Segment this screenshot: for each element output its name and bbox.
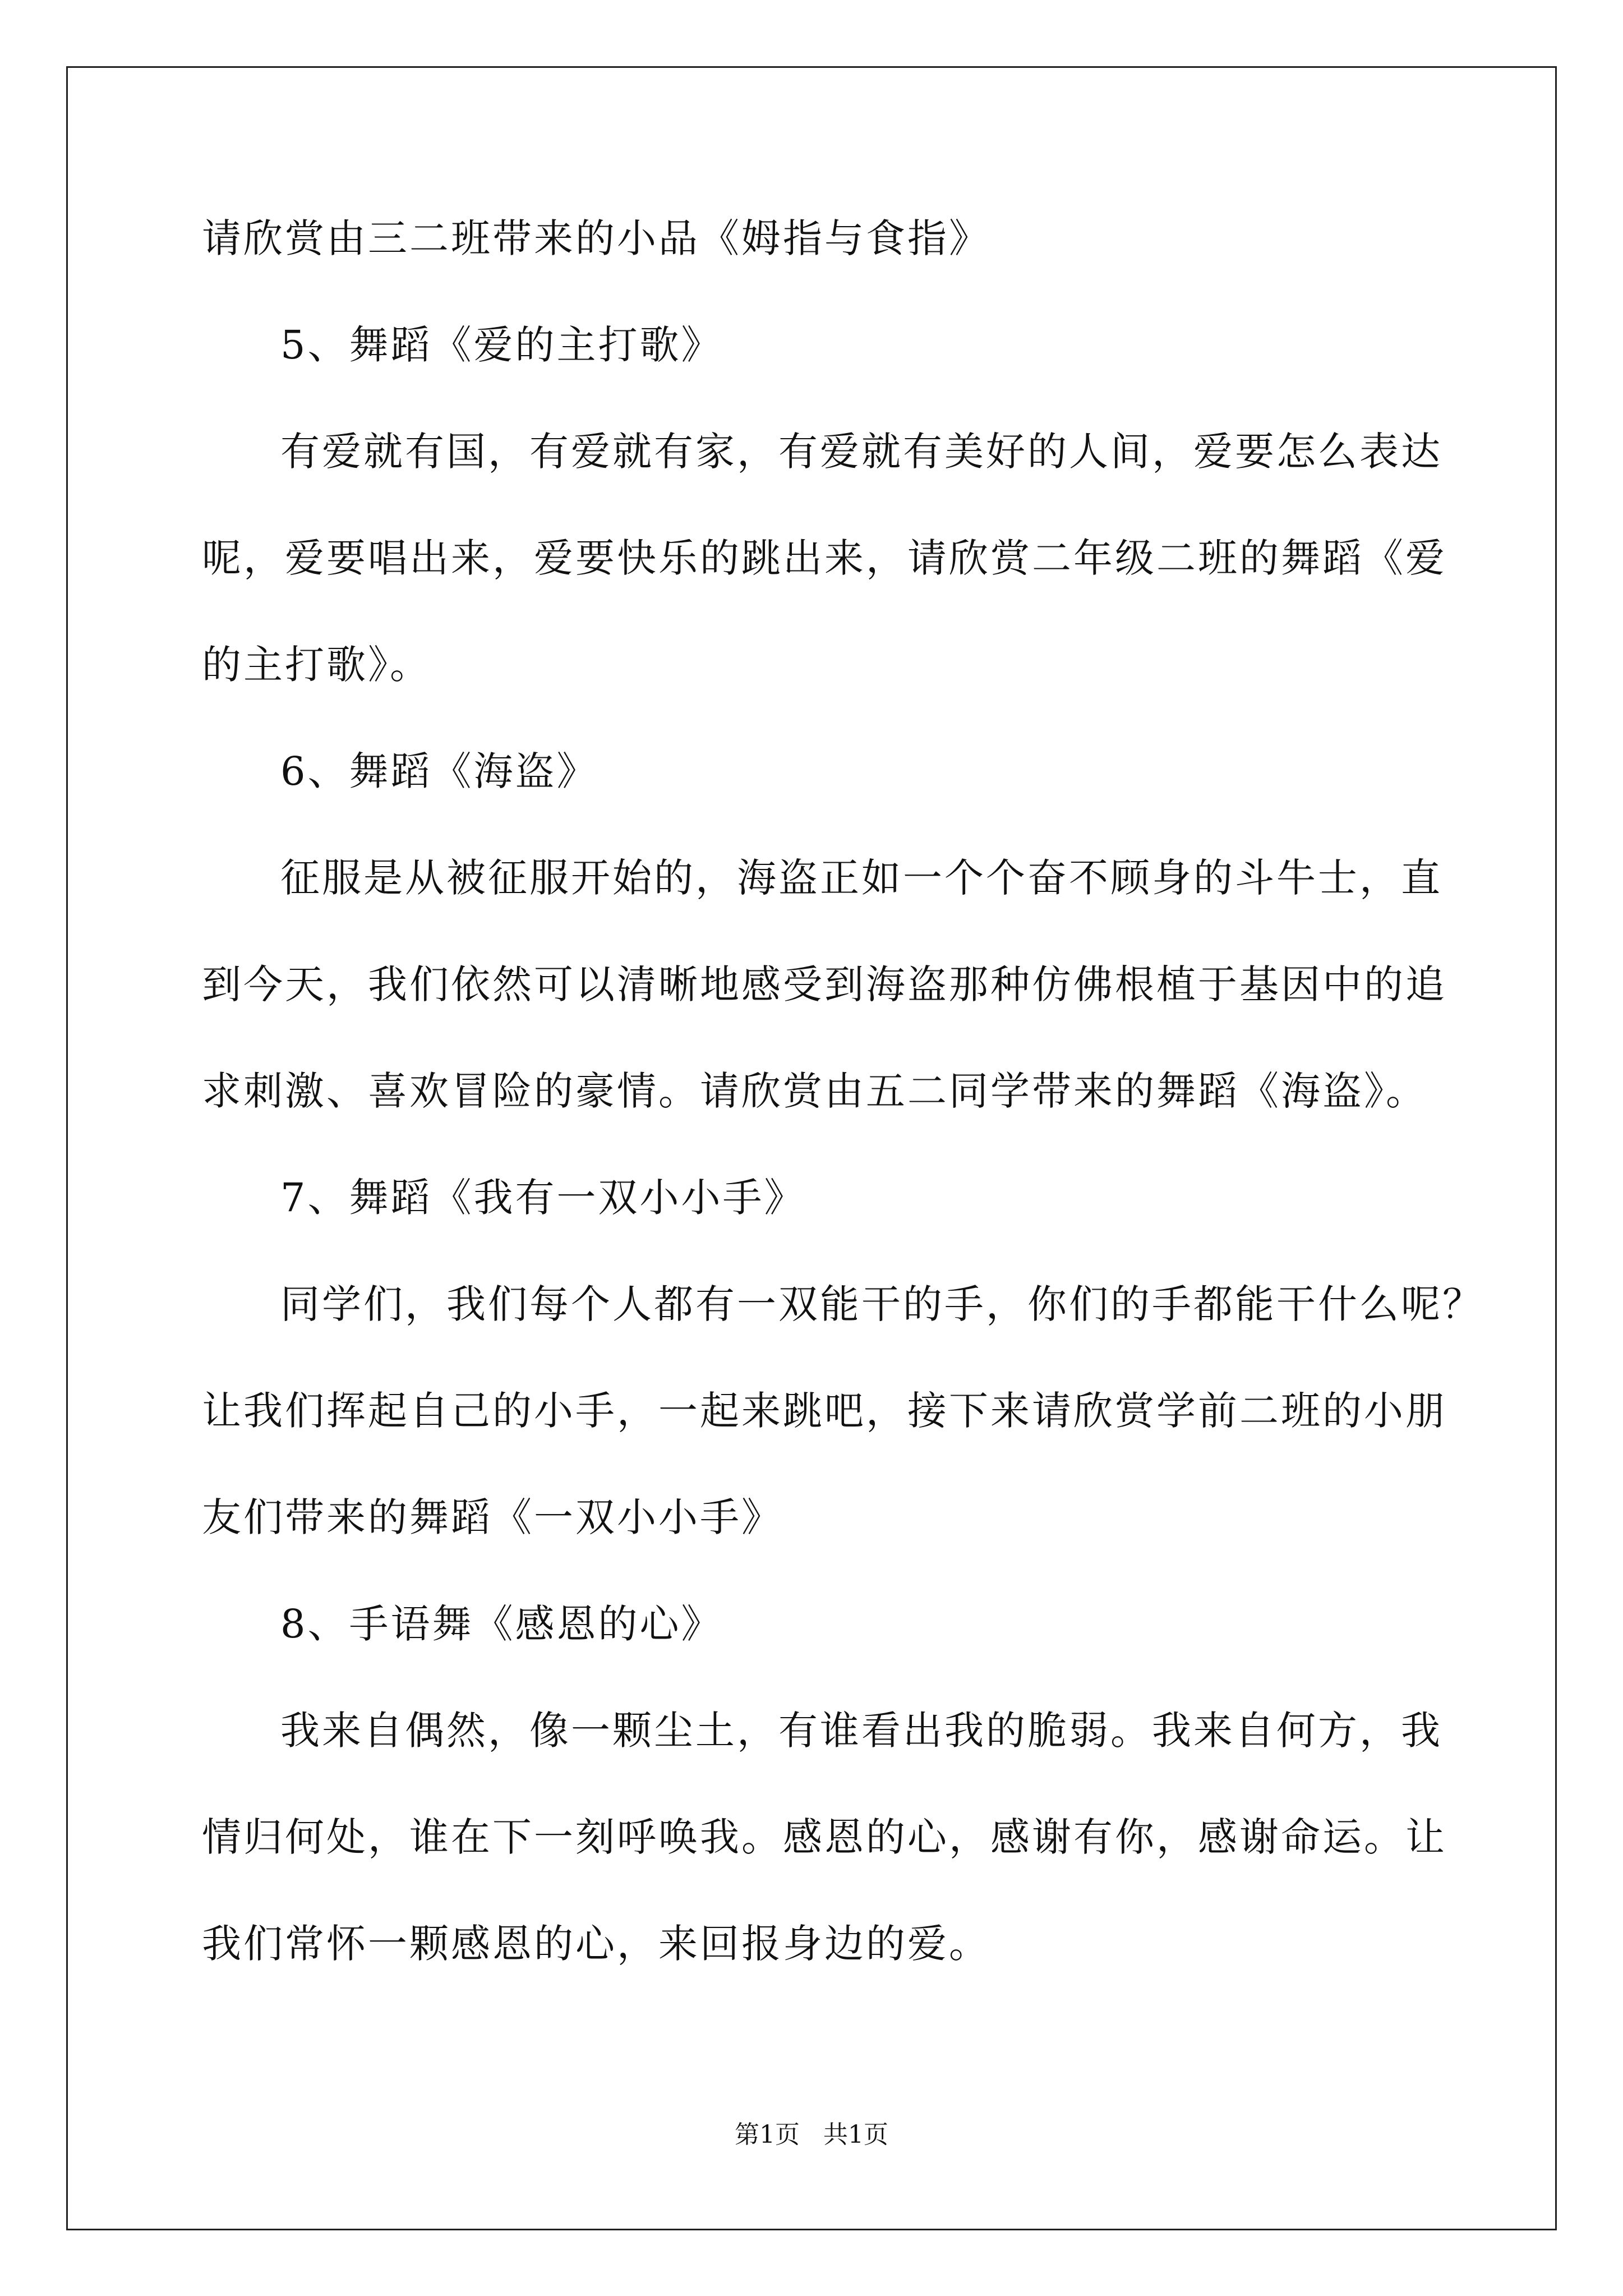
page-number: 第1页 xyxy=(735,2120,800,2149)
section-heading: 8、手语舞《感恩的心》 xyxy=(280,1601,723,1647)
paragraph-line: 请欣赏由三二班带来的小品《姆指与食指》 xyxy=(202,215,990,261)
paragraph-line: 同学们，我们每个人都有一双能干的手，你们的手都能干什么呢？ xyxy=(280,1281,1484,1327)
paragraph-line: 征服是从被征服开始的，海盗正如一个个奋不顾身的斗牛士，直 xyxy=(280,855,1442,901)
section-heading: 6、舞蹈《海盗》 xyxy=(280,748,598,794)
paragraph-line: 我们常怀一颗感恩的心，来回报身边的爱。 xyxy=(202,1921,990,1967)
paragraph-line: 我来自偶然，像一颗尘土，有谁看出我的脆弱。我来自何方，我 xyxy=(280,1708,1442,1754)
paragraph-line: 的主打歌》。 xyxy=(202,642,431,688)
section-heading: 7、舞蹈《我有一双小小手》 xyxy=(280,1175,806,1221)
paragraph-line: 有爱就有国，有爱就有家，有爱就有美好的人间，爱要怎么表达 xyxy=(280,429,1442,475)
paragraph-line: 情归何处，谁在下一刻呼唤我。感恩的心，感谢有你，感谢命运。让 xyxy=(202,1814,1447,1860)
page-border xyxy=(66,66,1557,2230)
paragraph-line: 让我们挥起自己的小手，一起来跳吧，接下来请欣赏学前二班的小朋 xyxy=(202,1388,1447,1434)
page-footer xyxy=(0,2118,1623,2152)
section-heading: 5、舞蹈《爱的主打歌》 xyxy=(280,322,723,368)
paragraph-line: 呢，爱要唱出来，爱要快乐的跳出来，请欣赏二年级二班的舞蹈《爱 xyxy=(202,535,1447,581)
paragraph-line: 友们带来的舞蹈《一双小小手》 xyxy=(202,1494,783,1540)
paragraph-line: 求刺激、喜欢冒险的豪情。请欣赏由五二同学带来的舞蹈《海盗》。 xyxy=(202,1068,1427,1114)
page-total: 共1页 xyxy=(823,2120,888,2149)
paragraph-line: 到今天，我们依然可以清晰地感受到海盗那种仿佛根植于基因中的追 xyxy=(202,961,1447,1007)
